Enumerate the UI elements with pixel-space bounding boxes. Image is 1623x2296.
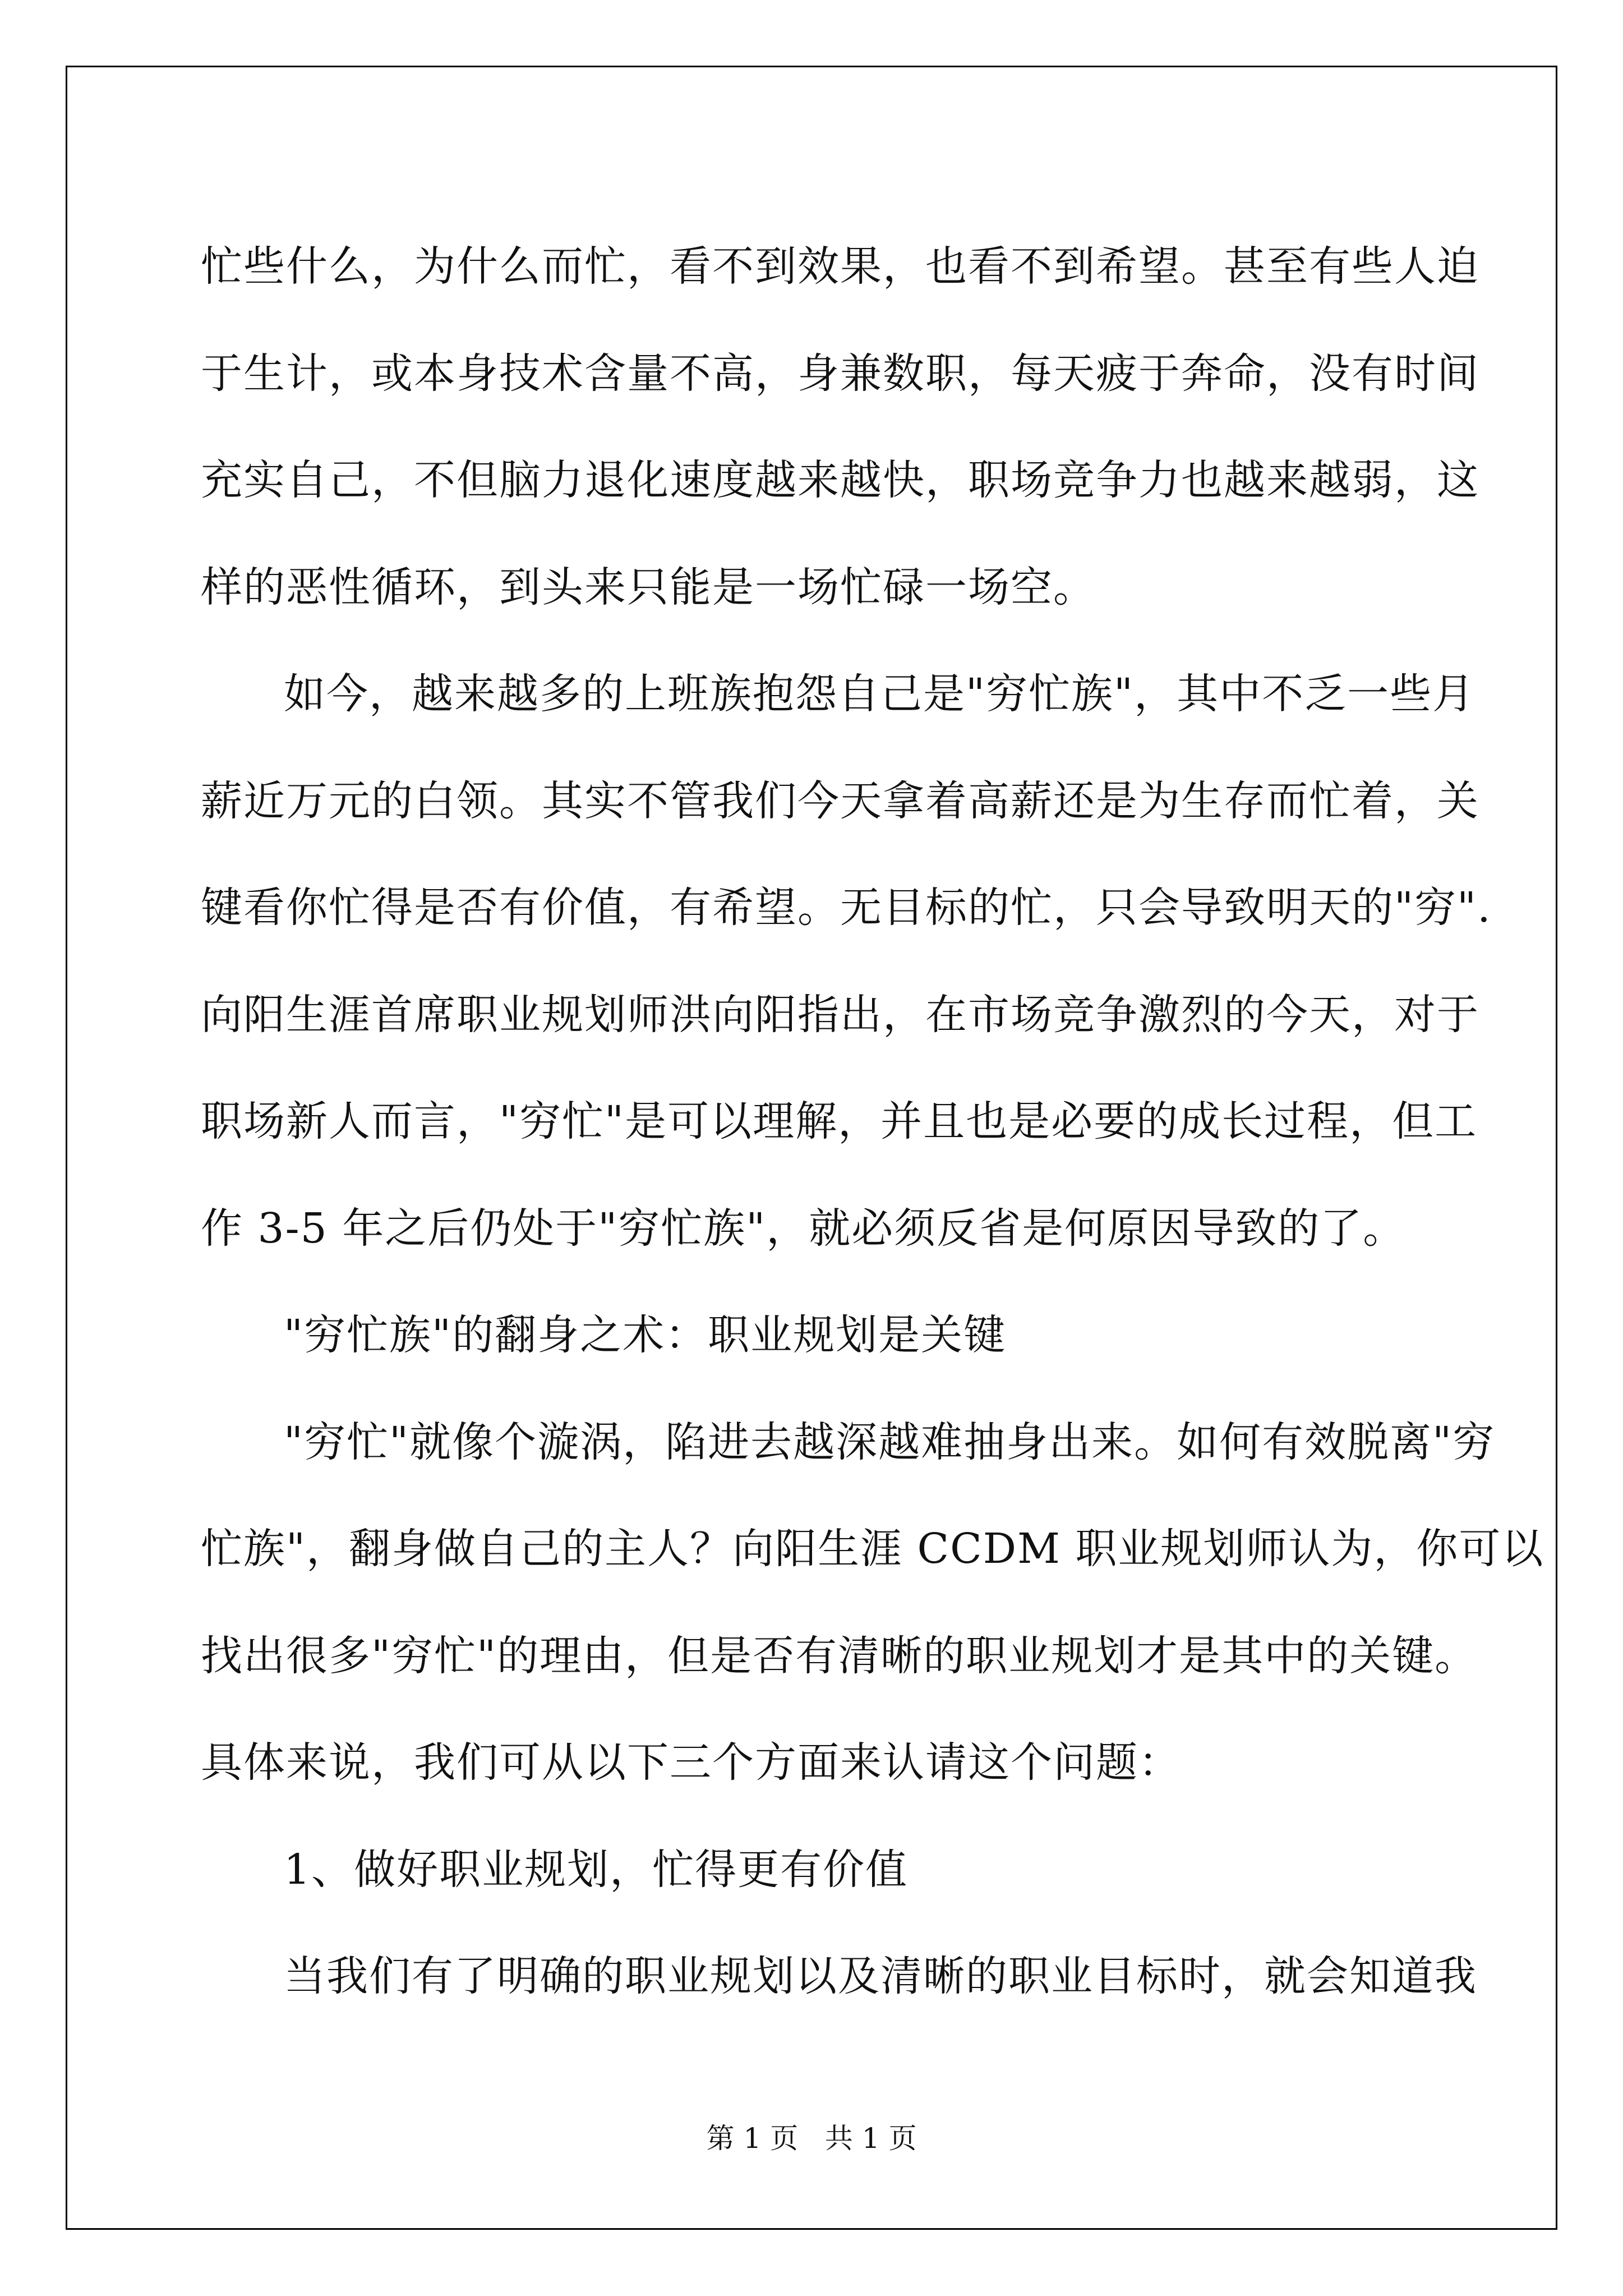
text-line: 忙族"，翻身做自己的主人？向阳生涯 CCDM 职业规划师认为，你可以 xyxy=(201,1525,1544,1573)
text-line: 忙些什么，为什么而忙，看不到效果，也看不到希望。甚至有些人迫 xyxy=(201,242,1479,291)
page-total: 共 1 页 xyxy=(824,2122,917,2155)
text-line: 职场新人而言，"穷忙"是可以理解，并且也是必要的成长过程，但工 xyxy=(201,1097,1478,1145)
paragraph-start-line: 如今，越来越多的上班族抱怨自己是"穷忙族"，其中不乏一些月 xyxy=(284,670,1476,718)
text-line: 样的恶性循环，到头来只能是一场忙碌一场空。 xyxy=(201,563,1096,611)
text-line: 键看你忙得是否有价值，有希望。无目标的忙，只会导致明天的"穷". xyxy=(201,884,1492,932)
text-line: 找出很多"穷忙"的理由，但是否有清晰的职业规划才是其中的关键。 xyxy=(201,1631,1478,1680)
subsection-heading: 1、做好职业规划，忙得更有价值 xyxy=(284,1845,909,1894)
text-line: 充实自己，不但脑力退化速度越来越快，职场竞争力也越来越弱，这 xyxy=(201,456,1479,504)
section-heading: "穷忙族"的翻身之术：职业规划是关键 xyxy=(284,1311,1007,1359)
text-line: 作 3-5 年之后仍处于"穷忙族"，就必须反省是何原因导致的了。 xyxy=(201,1204,1406,1253)
document-body xyxy=(201,213,1544,2030)
paragraph-start-line: 当我们有了明确的职业规划以及清晰的职业目标时，就会知道我 xyxy=(284,1952,1477,2000)
text-line: 向阳生涯首席职业规划师洪向阳指出，在市场竞争激烈的今天，对于 xyxy=(201,990,1479,1039)
page-number: 第 1 页 xyxy=(706,2122,799,2155)
page-footer xyxy=(0,2122,1623,2155)
text-line: 薪近万元的白领。其实不管我们今天拿着高薪还是为生存而忙着，关 xyxy=(201,776,1479,825)
text-line: 具体来说，我们可从以下三个方面来认请这个问题： xyxy=(201,1738,1181,1787)
text-line: 于生计，或本身技术含量不高，身兼数职，每天疲于奔命，没有时间 xyxy=(201,349,1479,398)
paragraph-start-line: "穷忙"就像个漩涡，陷进去越深越难抽身出来。如何有效脱离"穷 xyxy=(284,1418,1496,1466)
